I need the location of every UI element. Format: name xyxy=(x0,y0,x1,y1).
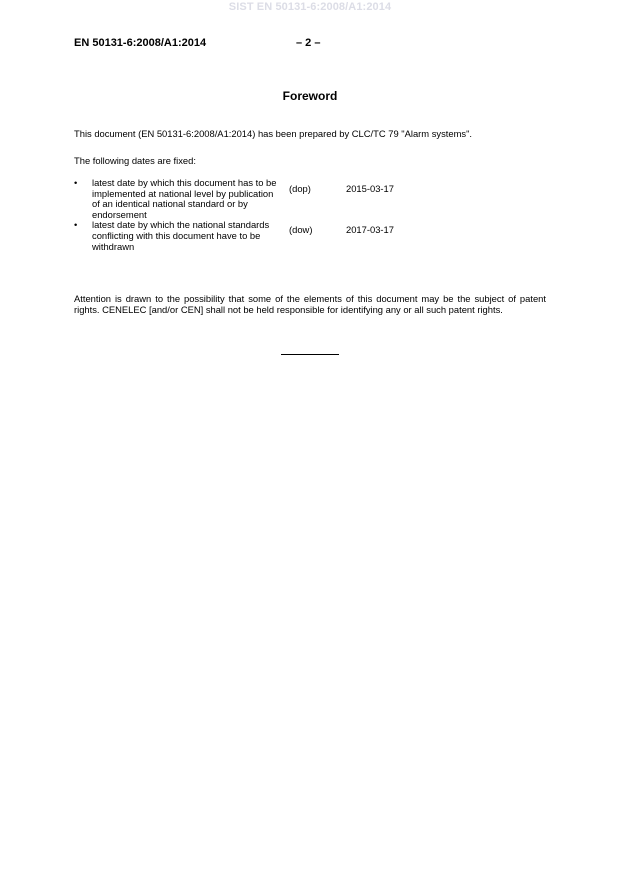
list-item xyxy=(74,220,474,252)
page-title: Foreword xyxy=(282,89,338,103)
date-description: latest date by which the national standards conflicting with this document have to be withdrawn xyxy=(92,219,270,252)
intro-paragraph: This document (EN 50131-6:2008/A1:2014) has been prepared by CLC/TC 79 "Alarm systems". xyxy=(74,128,473,139)
attention-paragraph: Attention is drawn to the possibility that some of the elements of this document may be the subject of patent rights. CENELEC [and/or CEN] shall not be held responsible for identifying any or all such patent rights. xyxy=(74,293,546,315)
end-rule xyxy=(281,354,339,355)
dates-list xyxy=(74,178,474,252)
date-description: latest date by which this document has to be implemented at national level by publication of an identical national standard or by endorsement xyxy=(92,177,277,220)
watermark: SIST EN 50131-6:2008/A1:2014 xyxy=(228,1,392,13)
fixed-dates-intro: The following dates are fixed: xyxy=(74,155,196,166)
document-id: EN 50131-6:2008/A1:2014 xyxy=(74,37,207,49)
list-item xyxy=(74,178,474,220)
page-number: – 2 – xyxy=(296,37,321,49)
date-code: (dow) xyxy=(289,224,313,236)
bullet-icon: • xyxy=(74,219,78,231)
page-header xyxy=(74,37,546,51)
date-value: 2015-03-17 xyxy=(346,183,394,194)
date-code: (dop) xyxy=(289,183,311,194)
bullet-icon: • xyxy=(74,177,78,188)
date-value: 2017-03-17 xyxy=(346,224,394,236)
